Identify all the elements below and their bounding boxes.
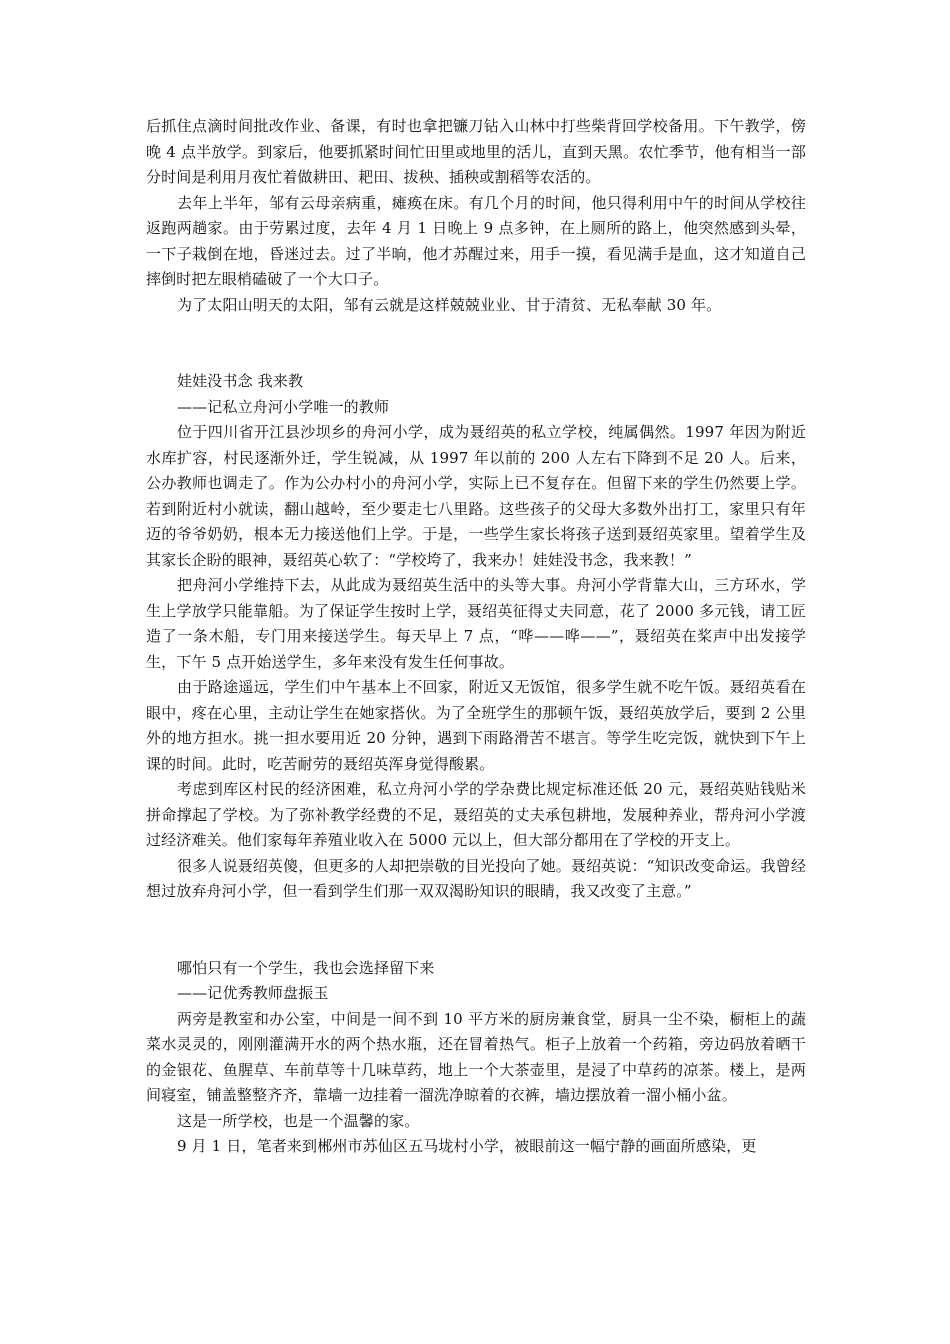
- document-page: [146, 114, 806, 1160]
- article-subtitle: ——记优秀教师盘振玉: [177, 984, 329, 1002]
- paragraph: 很多人说聂绍英傻，但更多的人却把崇敬的目光投向了她。聂绍英说：“知识改变命运。我曾经想过放弃舟河小学，但一看到学生们那一双双渴盼知识的眼睛，我又改变了主意。”: [146, 856, 806, 900]
- paragraph: 去年上半年，邹有云母亲病重，瘫痪在床。有几个月的时间，他只得利用中午的时间从学校往返跑两趟家。由于劳累过度，去年 4 月 1 日晚上 9 点多钟，在上厕所的路上，他突然感到头晕，一下子栽倒在地，昏迷过去。过了半晌，他才苏醒过来，用手一摸，看见满手是血，这才知道自己摔倒时把左眼梢磕破了一个大口子。: [146, 193, 806, 288]
- paragraph-continuation: 后抓住点滴时间批改作业、备课，有时也拿把镰刀钻入山林中打些柴背回学校备用。下午教学，傍晚 4 点半放学。到家后，他要抓紧时间忙田里或地里的活儿，直到天黑。农忙季节，他有相当一部分时间是利用月夜忙着做耕田、耙田、拔秧、插秧或割稻等农活的。: [146, 117, 806, 186]
- paragraph: 两旁是教室和办公室，中间是一间不到 10 平方米的厨房兼食堂，厨具一尘不染，橱柜上的蔬菜水灵灵的，刚刚灌满开水的两个热水瓶，还在冒着热气。柜子上放着一个药箱，旁边码放着晒干的金银花、鱼腥草、车前草等十几味草药，地上一个大茶壶里，是浸了中草药的凉茶。楼上，是两间寝室，铺盖整整齐齐，靠墙一边挂着一溜洗净晾着的衣裤，墙边摆放着一溜小桶小盆。: [146, 1009, 806, 1104]
- paragraph: 由于路途遥远，学生们中午基本上不回家，附近又无饭馆，很多学生就不吃午饭。聂绍英看在眼中，疼在心里，主动让学生在她家搭伙。为了全班学生的那顿午饭，聂绍英放学后，要到 2 公里外的地方担水。挑一担水要用近 20 分钟，遇到下雨路滑苦不堪言。等学生吃完饭，就快到下午上课的时间。此时，吃苦耐劳的聂绍英浑身觉得酸累。: [146, 678, 806, 773]
- paragraph: 9 月 1 日，笔者来到郴州市苏仙区五马垅村小学，被眼前这一幅宁静的画面所感染，更: [177, 1137, 757, 1155]
- paragraph: 把舟河小学维持下去，从此成为聂绍英生活中的头等大事。舟河小学背靠大山，三方环水，学生上学放学只能靠船。为了保证学生按时上学，聂绍英征得丈夫同意，花了 2000 多元钱，请工匠造了一条木船，专门用来接送学生。每天早上 7 点，“哗——哗——”，聂绍英在桨声中出发接学生，下午 5 点开始送学生，多年来没有发生任何事故。: [146, 576, 806, 671]
- article-subtitle: ——记私立舟河小学唯一的教师: [177, 397, 390, 416]
- section-spacer: [146, 318, 806, 369]
- section-spacer: [146, 905, 806, 956]
- paragraph: 考虑到库区村民的经济困难，私立舟河小学的学杂费比规定标准还低 20 元，聂绍英贴钱贴米拼命撑起了学校。为了弥补教学经费的不足，聂绍英的丈夫承包耕地，发展种养业，帮舟河小学渡过经济难关。他们家每年养殖业收入在 5000 元以上，但大部分都用在了学校的开支上。: [146, 780, 806, 849]
- article-title: 哪怕只有一个学生，我也会选择留下来: [177, 958, 435, 977]
- paragraph: 这是一所学校，也是一个温馨的家。: [177, 1111, 420, 1130]
- paragraph: 位于四川省开江县沙坝乡的舟河小学，成为聂绍英的私立学校，纯属偶然。1997 年因为附近水库扩容，村民逐渐外迁，学生锐减，从 1997 年以前的 200 人左右下降到不足 20 人。后来，公办教师也调走了。作为公办村小的舟河小学，实际上已不复存在。但留下来的学生仍然要上学。若到附近村小就读，翻山越岭，至少要走七八里路。这些孩子的父母大多数外出打工，家里只有年迈的爷爷奶奶，根本无力接送他们上学。于是，一些学生家长将孩子送到聂绍英家里。望着学生及其家长企盼的眼神，聂绍英心软了：“学校垮了，我来办！娃娃没书念，我来教！”: [146, 423, 806, 569]
- article-title: 娃娃没书念 我来教: [177, 372, 304, 390]
- paragraph: 为了太阳山明天的太阳，邹有云就是这样兢兢业业、甘于清贫、无私奉献 30 年。: [177, 295, 722, 314]
